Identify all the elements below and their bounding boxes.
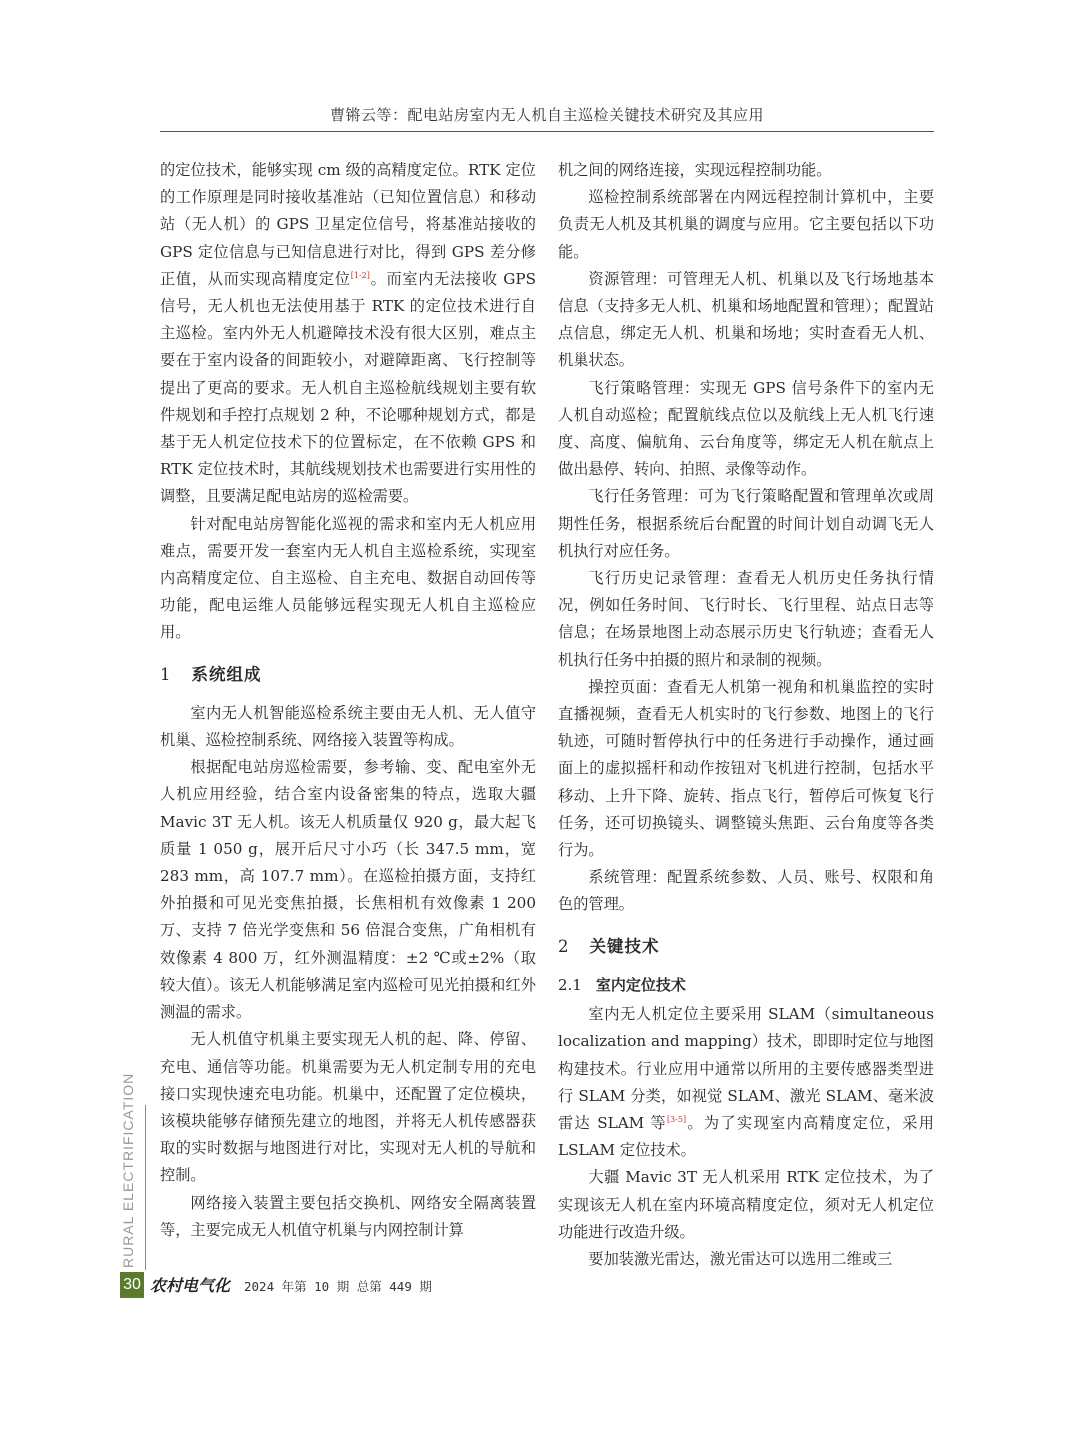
paragraph: 室内无人机智能巡检系统主要由无人机、无人值守机巢、巡检控制系统、网络接入装置等构成。 — [160, 703, 536, 750]
paragraph-text: 。而室内无法接收 GPS 信号，无人机也无法使用基于 RTK 的定位技术进行自主巡检。室内外无人机避障技术没有很大区别，难点主要在于室内设备的间距较小，对避障距离、飞行控制等提出了更高的要求。无人机自主巡检航线规划主要有软件规划和手控打点规划 2 种，不论哪种规划方式，都是基于无人机定位技术下的位置标定，在不依赖 GPS 和 RTK 定位技术时，其航线规划技术也需要进行实用性的调整，且要满足配电站房的巡检需要。 — [160, 269, 537, 506]
section-number: 2 — [558, 936, 570, 956]
section-title: 关键技术 — [589, 936, 660, 956]
paragraph-text: 。为了实现室内高精度定位，采用 LSLAM 定位技术。 — [558, 1113, 934, 1160]
section-title: 系统组成 — [191, 664, 262, 684]
subsection-number: 2.1 — [558, 975, 582, 994]
running-title: 曹锵云等：配电站房室内无人机自主巡检关键技术研究及其应用 — [329, 106, 764, 124]
paragraph-text: 室内无人机定位主要采用 SLAM（simultaneous localization and mapping）技术，即即时定位与地图构建技术。行业应用中通常以所用的主要传感器类型进行 SLAM 分类，如视觉 SLAM、激光 SLAM、毫米波雷达 SLAM 等 — [558, 1005, 934, 1132]
paragraph: 飞行历史记录管理：查看无人机历史任务执行情况，例如任务时间、飞行时长、飞行里程、站点日志等信息；在场景地图上动态展示历史飞行轨迹；查看无人机执行任务中拍摄的照片和录制的视频。 — [558, 569, 934, 669]
paragraph: 无人机值守机巢主要实现无人机的起、降、停留、充电、通信等功能。机巢需要为无人机定制专用的充电接口实现快速充电功能。机巢中，还配置了定位模块，该模块能够存储预先建立的地图，并将无人机传感器获取的实时数据与地图进行对比，实现对无人机的导航和控制。 — [160, 1030, 536, 1185]
paragraph: 机之间的网络连接，实现远程控制功能。 — [558, 161, 832, 179]
paragraph: 巡检控制系统部署在内网远程控制计算机中，主要负责无人机及其机巢的调度与应用。它主要包括以下功能。 — [558, 188, 934, 261]
page-number-badge: 30 — [120, 1272, 144, 1298]
paragraph: 操控页面：查看无人机第一视角和机巢监控的实时直播视频，查看无人机实时的飞行参数、地图上的飞行轨迹，可随时暂停执行中的任务进行手动操作，通过画面上的虚拟摇杆和动作按钮对飞机进行控制，包括水平移动、上升下降、旋转、指点飞行，暂停后可恢复飞行任务，还可切换镜头、调整镜头焦距、云台角度等各类行为。 — [558, 677, 934, 860]
paragraph: 飞行任务管理：可为飞行策略配置和管理单次或周期性任务，根据系统后台配置的时间计划自动调飞无人机执行对应任务。 — [558, 487, 934, 560]
paragraph-text: 的定位技术，能够实现 cm 级的高精度定位。RTK 定位的工作原理是同时接收基准站（已知位置信息）和移动站（无人机）的 GPS 卫星定位信号，将基准站接收的 GPS 定位信息与已知信息进行对比，得到 GPS 差分修正值，从而实现高精度定位 — [160, 161, 536, 288]
subsection-title: 室内定位技术 — [595, 975, 686, 994]
paragraph: 针对配电站房智能化巡视的需求和室内无人机应用难点，需要开发一套室内无人机自主巡检系统，实现室内高精度定位、自主巡检、自主充电、数据自动回传等功能，配电运维人员能够远程实现无人机自主巡检应用。 — [160, 514, 536, 642]
right-column — [558, 157, 934, 1273]
paragraph: 要加装激光雷达，激光雷达可以选用二维或三 — [588, 1249, 893, 1268]
side-journal-label: RURAL ELECTRIFICATION — [120, 1072, 136, 1268]
paragraph: 根据配电站房巡检需要，参考输、变、配电室外无人机应用经验，结合室内设备密集的特点，选取大疆 Mavic 3T 无人机。该无人机质量仅 920 g，最大起飞质量 1 050 g，展开后尺寸小巧（长 347.5 mm，宽 283 mm，高 107.7 mm）。在巡检拍摄方面，支持红外拍摄和可见光变焦拍摄，长焦相机有效像素 1 200 万、支持 7 倍光学变焦和 56 倍混合变焦，广角相机有效像素 4 800 万，红外测温精度：±2 ℃或±2%（取较大值）。该无人机能够满足室内巡检可见光拍摄和红外测温的需求。 — [160, 758, 536, 1022]
paragraph: 网络接入装置主要包括交换机、网络安全隔离装置等，主要完成无人机值守机巢与内网控制计算 — [160, 1193, 536, 1239]
subsection-heading — [558, 972, 934, 999]
journal-logo: 农村电气化 — [150, 1276, 231, 1295]
paragraph — [558, 1001, 934, 1164]
paragraph: 资源管理：可管理无人机、机巢以及飞行场地基本信息（支持多无人机、机巢和场地配置和管理）；配置站点信息，绑定无人机、机巢和场地；实时查看无人机、机巢状态。 — [558, 269, 934, 370]
section-heading — [160, 661, 536, 688]
issue-info: 2024 年第 10 期 总第 449 期 — [244, 1279, 432, 1294]
section-number: 1 — [160, 664, 172, 684]
paragraph: 飞行策略管理：实现无 GPS 信号条件下的室内无人机自动巡检；配置航线点位以及航线上无人机飞行速度、高度、偏航角、云台角度等，绑定无人机在航点上做出悬停、转向、拍照、录像等动作。 — [558, 378, 934, 479]
citation[interactable]: [1-2] — [350, 270, 370, 280]
left-column — [160, 157, 536, 1244]
section-heading — [558, 933, 934, 960]
paragraph: 系统管理：配置系统参数、人员、账号、权限和角色的管理。 — [558, 868, 934, 914]
paragraph — [160, 157, 536, 511]
paragraph: 大疆 Mavic 3T 无人机采用 RTK 定位技术，为了实现该无人机在室内环境高精度定位，须对无人机定位功能进行改造升级。 — [558, 1168, 934, 1241]
header-rule — [160, 131, 934, 132]
citation[interactable]: [3-5] — [666, 1114, 687, 1124]
side-divider — [145, 1105, 146, 1270]
